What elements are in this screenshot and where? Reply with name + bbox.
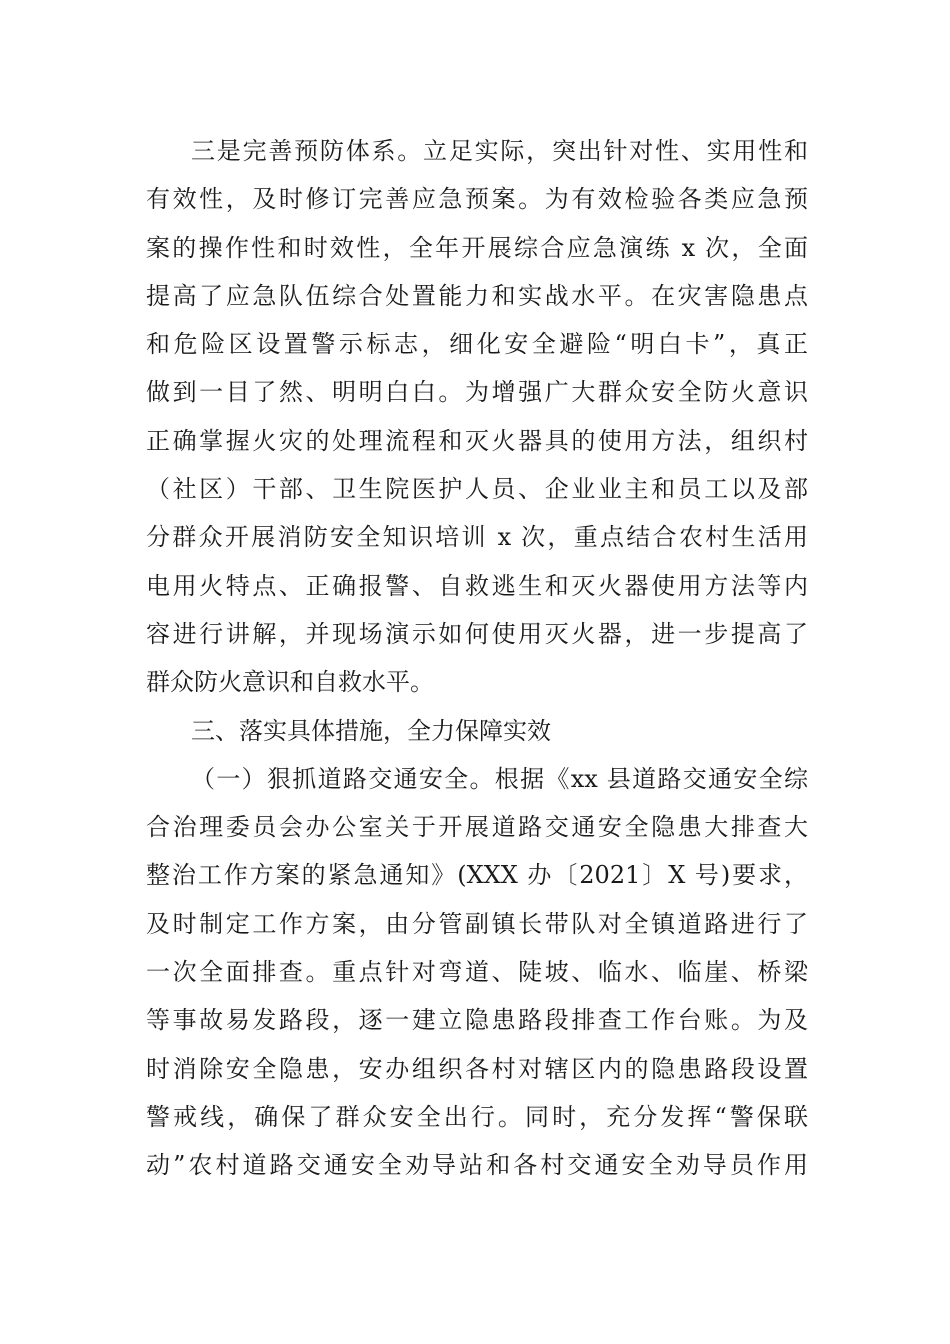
- text-line: 警戒线，确保了群众安全出行。同时，充分发挥“警保联: [146, 1102, 808, 1131]
- section-heading-three: [146, 707, 808, 755]
- paragraph-prevention-system: [146, 127, 808, 707]
- text-line: 动”农村道路交通安全劝导站和各村交通安全劝导员作用: [146, 1151, 808, 1180]
- text-line: （一）狠抓道路交通安全。根据《xx 县道路交通安全综: [191, 764, 808, 793]
- text-line: 案的操作性和时效性，全年开展综合应急演练 x 次，全面: [146, 233, 808, 262]
- text-line: 和危险区设置警示标志，细化安全避险“明白卡”，真正: [146, 330, 808, 359]
- text-line: 三是完善预防体系。立足实际，突出针对性、实用性和: [191, 137, 808, 165]
- text-line: 群众防火意识和自救水平。: [146, 668, 434, 697]
- text-line: （社区）干部、卫生院医护人员、企业业主和员工以及部: [146, 475, 808, 504]
- text-line: 提高了应急队伍综合处置能力和实战水平。在灾害隐患点: [146, 281, 808, 310]
- text-line: 等事故易发路段，逐一建立隐患路段排查工作台账。为及: [146, 1006, 808, 1035]
- text-line: 有效性，及时修订完善应急预案。为有效检验各类应急预: [146, 185, 808, 214]
- text-line: 正确掌握火灾的处理流程和灭火器具的使用方法，组织村: [146, 426, 808, 455]
- text-line: 时消除安全隐患，安办组织各村对辖区内的隐患路段设置: [146, 1054, 808, 1083]
- text-line: 做到一目了然、明明白白。为增强广大群众安全防火意识: [146, 378, 808, 407]
- section-heading: 三、落实具体措施，全力保障实效: [191, 716, 551, 745]
- text-line: 合治理委员会办公室关于开展道路交通安全隐患大排查大: [146, 813, 808, 842]
- text-line: 一次全面排查。重点针对弯道、陡坡、临水、临崖、桥梁: [146, 958, 808, 987]
- text-line: 整治工作方案的紧急通知》(XXX 办〔2021〕X 号)要求，: [146, 861, 808, 890]
- text-line: 容进行讲解，并现场演示如何使用灭火器，进一步提高了: [146, 619, 808, 648]
- text-line: 分群众开展消防安全知识培训 x 次，重点结合农村生活用: [146, 523, 808, 552]
- paragraph-road-traffic-safety: [146, 755, 808, 1190]
- text-line: 电用火特点、正确报警、自救逃生和灭火器使用方法等内: [146, 571, 808, 600]
- text-line: 及时制定工作方案，由分管副镇长带队对全镇道路进行了: [146, 909, 808, 938]
- document-body: [146, 127, 808, 1190]
